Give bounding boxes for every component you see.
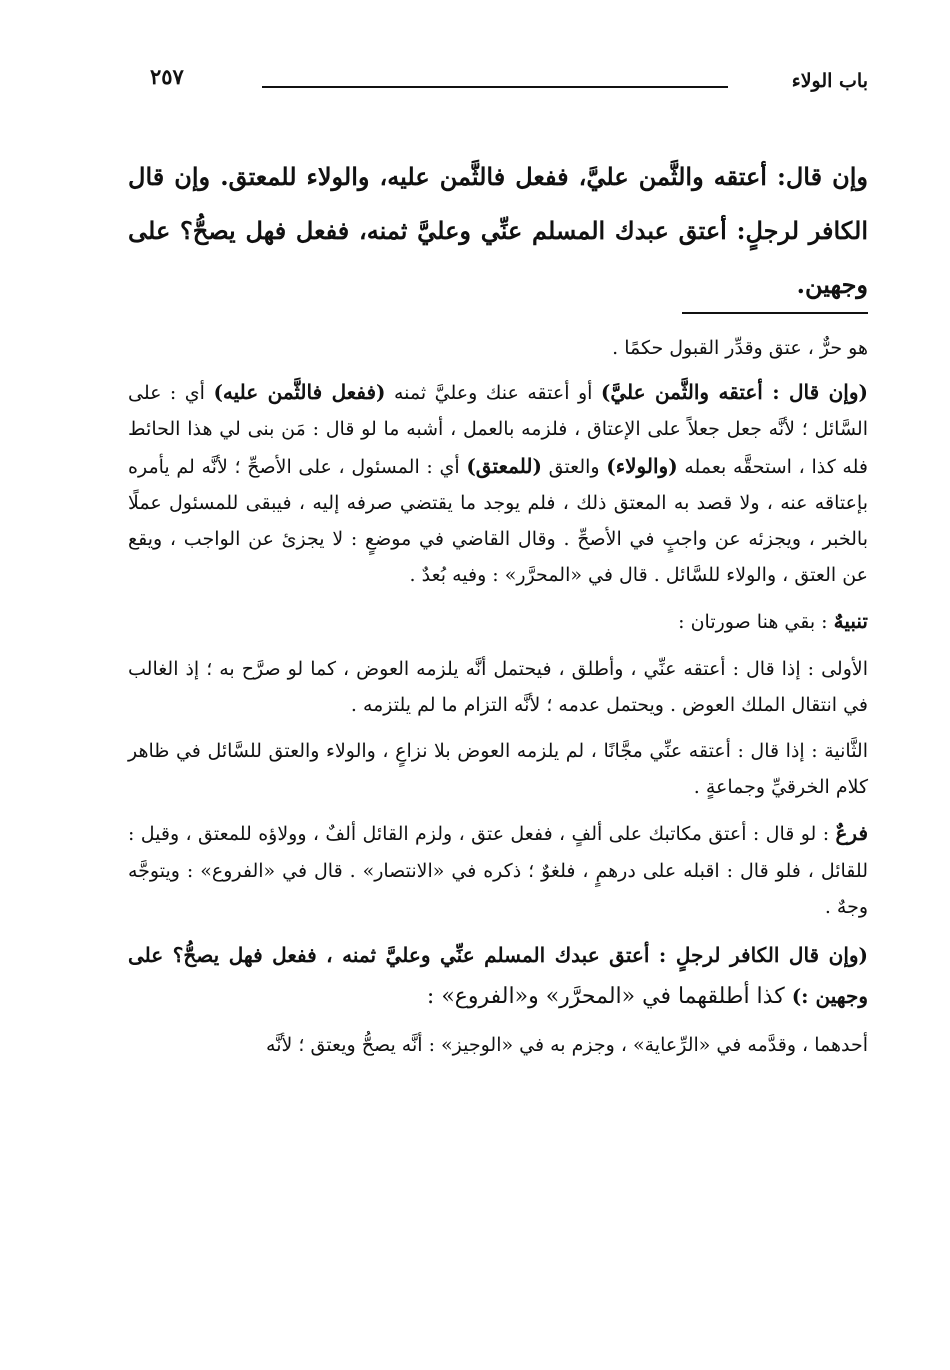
quoted-phrase: (والولاء): [606, 453, 678, 478]
page-number: ٢٥٧: [150, 64, 184, 89]
commentary-text: أو أعتقه عنك وعليَّ ثمنه: [385, 382, 601, 405]
commentary-paragraph-4: الأولى : إذا قال : أعتقه عنِّي ، وأطلق ، فيحتمل أنَّه يلزمه العوض ، كما لو صرَّح به ؛ إذ الغالب في انتقال الملك العوض . ويحتمل عدمه ؛ لأنَّه التزام ما لم يلتزمه .: [128, 657, 868, 716]
chapter-title: باب الولاء: [791, 70, 868, 92]
commentary-text: : بقي هنا صورتان :: [678, 611, 834, 634]
header-rule: [262, 86, 728, 88]
running-header: [150, 62, 868, 102]
quoted-phrase: (وإن قال : أعتقه والثَّمن عليَّ): [600, 380, 868, 405]
note-heading: تنبيهٌ: [833, 609, 868, 634]
quoted-phrase: (للمعتق): [466, 453, 542, 478]
commentary-text: والعتق: [541, 455, 607, 478]
commentary-paragraph-8: أحدهما ، وقدَّمه في «الرِّعاية» ، وجزم به في «الوجيز» : أنَّه يصحُّ ويعتق ؛ لأنَّه: [266, 1034, 868, 1057]
commentary-paragraph-1: هو حرٌّ ، عتق وقدِّر القبول حكمًا .: [612, 337, 868, 359]
quoted-phrase: (وإن قال الكافر لرجلٍ : أعتق عبدك المسلم عنِّي وعليَّ ثمنه ، ففعل فهل يصحُّ؟ على وجهين :): [128, 943, 868, 1009]
commentary-text: أي : المسئول ، على الأصحِّ ؛ لأنَّه لم يأمره بإعتاقه عنه ، ولا قصد به المعتق ذلك ، فلم يوجد ما يقتضي صرفه إليه ، فيبقى للمسئول عملًا بالخبر ، ويجزئه عن واجبٍ في الأصحِّ . وقال القاضي في موضعٍ : لا يجزئ عن الواجب ، ويقع عن العتق ، والولاء للسَّائل . قال في «المحرَّر» : وفيه بُعدٌ .: [128, 455, 868, 587]
commentary-separator: [682, 312, 868, 314]
commentary-paragraph-5: الثَّانية : إذا قال : أعتقه عنِّي مجَّانًا ، لم يلزمه العوض بلا نزاعٍ ، والولاء والعتق للسَّائل في ظاهر كلام الخرقيِّ وجماعةٍ .: [128, 740, 868, 799]
commentary: [128, 330, 868, 1073]
commentary-text: : لو قال : أعتق مكاتبك على ألفٍ ، ففعل عتق ، ولزم القائل ألفٌ ، وولاؤه للمعتق ، وقيل : للقائل ، فلو قال : اقبله على درهمٍ ، فلغوٌ ؛ ذكره في «الانتصار» . قال في «الفروع» : ويتوجَّه وجهٌ .: [128, 823, 868, 918]
branch-heading: فرعٌ: [835, 821, 868, 846]
main-text: وإن قال: أعتقه والثَّمن عليَّ، ففعل فالثَّمن عليه، والولاء للمعتق. وإن قال الكافر لرجلٍ: أعتق عبدك المسلم عنِّي وعليَّ ثمنه، ففعل فهل يصحُّ؟ على وجهين.: [128, 162, 868, 299]
commentary-paragraph-2: [128, 374, 868, 593]
commentary-text: كذا أطلقهما في «المحرَّر» و«الفروع» :: [426, 984, 792, 1010]
commentary-paragraph-3: [128, 603, 868, 640]
quoted-phrase: (ففعل فالثَّمن عليه): [213, 380, 386, 405]
commentary-paragraph-7: [128, 935, 868, 1017]
commentary-paragraph-6: [128, 815, 868, 925]
commentary-text: أي : على السَّائل ؛ لأنَّه جعل جعلاً على الإعتاق ، فلزمه بالعمل ، أشبه ما لو قال : مَن بنى لي هذا الحائط فله كذا ، استحقَّه بعمله: [128, 382, 868, 478]
